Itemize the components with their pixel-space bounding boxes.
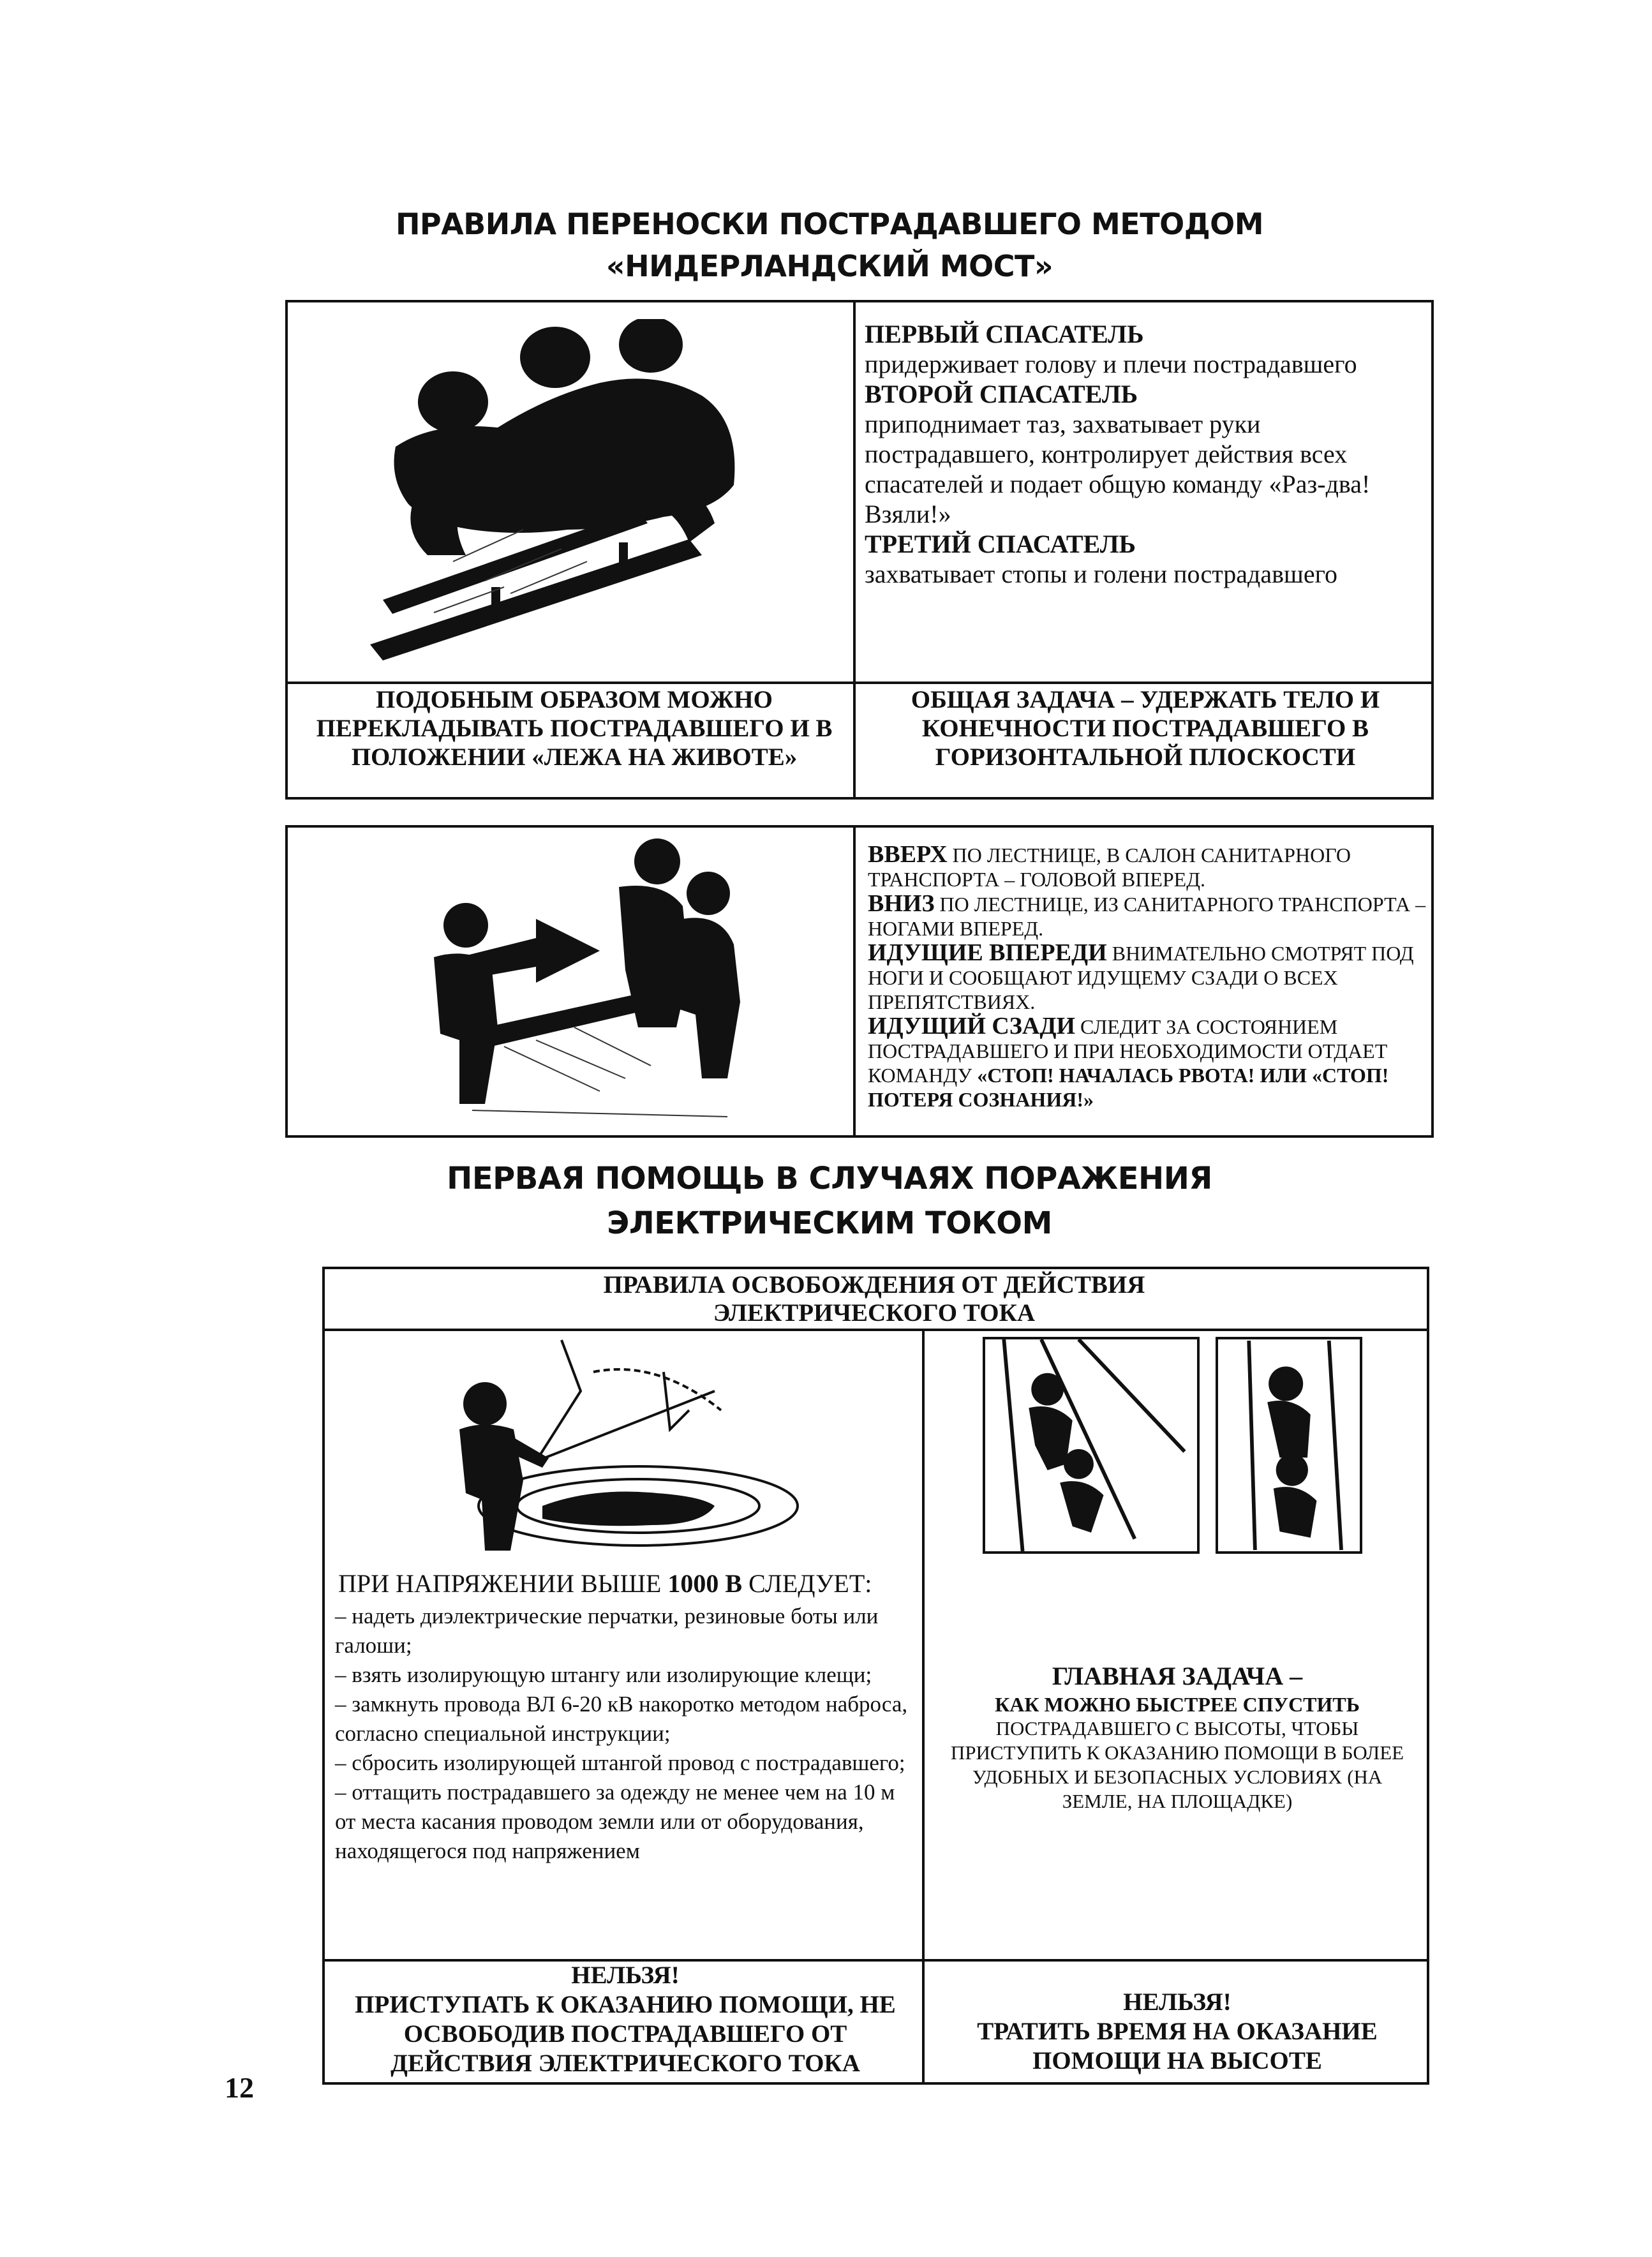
rule-back-commands: «СТОП! НАЧАЛАСЬ РВОТА! ИЛИ «СТОП! ПОТЕРЯ СОЗНАНИЯ!»: [868, 1064, 1389, 1111]
rule-down-text: ПО ЛЕСТНИЦЕ, ИЗ САНИТАРНОГО ТРАНСПОРТА – НОГАМИ ВПЕРЕД.: [868, 893, 1426, 940]
pole-rescue-frame-2: [1216, 1337, 1362, 1554]
forbid-left-heading: НЕЛЬЗЯ!: [571, 1962, 680, 1989]
section1-title-line1: ПРАВИЛА ПЕРЕНОСКИ ПОСТРАДАВШЕГО МЕТОДОМ: [395, 207, 1264, 241]
rule-front-key: ИДУЩИЕ ВПЕРЕДИ: [868, 939, 1107, 966]
rescuer1-heading: ПЕРВЫЙ СПАСАТЕЛЬ: [865, 320, 1144, 348]
forbid-right-heading: НЕЛЬЗЯ!: [1123, 1988, 1232, 2016]
stairs-rules: [868, 842, 1426, 1112]
electric-header-divider: [322, 1329, 1429, 1331]
stairs-carry-illustration: [408, 836, 791, 1129]
insulating-rod-illustration: [447, 1334, 804, 1563]
rule-front: [868, 941, 1426, 1014]
rescuer3-heading: ТРЕТИЙ СПАСАТЕЛЬ: [865, 530, 1136, 558]
section1-title-line2: «НИДЕРЛАНДСКИЙ МОСТ»: [606, 249, 1053, 283]
rule-front-text: ВНИМАТЕЛЬНО СМОТРЯТ ПОД НОГИ И СООБЩАЮТ ИДУЩЕМУ СЗАДИ О ВСЕХ ПРЕПЯТСТВИЯХ.: [868, 942, 1414, 1013]
section3-title-line1: ПЕРВАЯ ПОМОЩЬ В СЛУЧАЯХ ПОРАЖЕНИЯ: [447, 1161, 1212, 1196]
rule-back-key: ИДУЩИЙ СЗАДИ: [868, 1013, 1076, 1039]
voltage-intro-pre: ПРИ НАПРЯЖЕНИИ ВЫШЕ: [338, 1569, 668, 1598]
section1-title: [357, 203, 1302, 287]
rescuer2-heading: ВТОРОЙ СПАСАТЕЛЬ: [865, 380, 1138, 408]
forbid-right: [935, 1988, 1420, 2076]
rule-up: [868, 842, 1426, 891]
forbid-right-text: ТРАТИТЬ ВРЕМЯ НА ОКАЗАНИЕ ПОМОЩИ НА ВЫСОТЕ: [977, 2018, 1378, 2075]
section3-title-line2: ЭЛЕКТРИЧЕСКИМ ТОКОМ: [607, 1205, 1052, 1241]
voltage-step: – замкнуть провода ВЛ 6-20 кВ накоротко методом наброса, согласно специальной инструкции;: [335, 1692, 908, 1746]
voltage-steps: [335, 1602, 916, 1866]
voltage-instructions: [335, 1568, 916, 1866]
rule-up-key: ВВЕРХ: [868, 841, 948, 868]
pole-rescue-illustration-1: [985, 1339, 1197, 1551]
main-task-heading: ГЛАВНАЯ ЗАДАЧА –: [1052, 1662, 1303, 1690]
rule-back-text: СЛЕДИТ ЗА СОСТОЯНИЕМ ПОСТРАДАВШЕГО И ПРИ НЕОБХОДИМОСТИ ОТДАЕТ КОМАНДУ: [868, 1015, 1388, 1087]
voltage-value: 1000 В: [667, 1569, 743, 1598]
table-divider-horizontal: [285, 682, 1434, 684]
voltage-step: – сбросить изолирующей штангой провод с пострадавшего;: [335, 1750, 905, 1775]
page-number: 12: [225, 2071, 254, 2104]
rescuer1-text: придерживает голову и плечи пострадавшего: [865, 350, 1357, 378]
voltage-intro-post: СЛЕДУЕТ:: [742, 1569, 872, 1598]
table-divider-vertical: [853, 300, 856, 800]
section3-title: [357, 1156, 1302, 1246]
electric-column-divider: [922, 1329, 925, 2085]
voltage-step: – надеть диэлектрические перчатки, резиновые боты или галоши;: [335, 1604, 879, 1658]
main-task: [938, 1660, 1417, 1814]
similar-position-note: ПОДОБНЫМ ОБРАЗОМ МОЖНО ПЕРЕКЛАДЫВАТЬ ПОСТРАДАВШЕГО И В ПОЛОЖЕНИИ «ЛЕЖА НА ЖИВОТЕ»: [316, 686, 833, 771]
pole-rescue-frame-1: [983, 1337, 1200, 1554]
voltage-step: – оттащить пострадавшего за одежду не менее чем на 10 м от места касания проводом земли или от оборудования, находящегося под напряжением: [335, 1780, 895, 1863]
common-task-note: ОБЩАЯ ЗАДАЧА – УДЕРЖАТЬ ТЕЛО И КОНЕЧНОСТИ ПОСТРАДАВШЕГО В ГОРИЗОНТАЛЬНОЙ ПЛОСКОСТИ: [911, 686, 1380, 771]
rule-up-text: ПО ЛЕСТНИЦЕ, В САЛОН САНИТАРНОГО ТРАНСПОРТА – ГОЛОВОЙ ВПЕРЕД.: [868, 844, 1351, 891]
rescuer3-text: захватывает стопы и голени пострадавшего: [865, 560, 1337, 588]
stairs-table-divider: [853, 825, 856, 1138]
electric-rules-header: ПРАВИЛА ОСВОБОЖДЕНИЯ ОТ ДЕЙСТВИЯ ЭЛЕКТРИЧЕСКОГО ТОКА: [603, 1271, 1145, 1327]
forbid-left-text: ПРИСТУПАТЬ К ОКАЗАНИЮ ПОМОЩИ, НЕ ОСВОБОДИВ ПОСТРАДАВШЕГО ОТ ДЕЙСТВИЯ ЭЛЕКТРИЧЕСКОГО ТОКА: [355, 1991, 896, 2077]
main-task-text: ПОСТРАДАВШЕГО С ВЫСОТЫ, ЧТОБЫ ПРИСТУПИТЬ К ОКАЗАНИЮ ПОМОЩИ В БОЛЕЕ УДОБНЫХ И БЕЗОПАСНЫХ УСЛОВИЯХ (НА ЗЕМЛЕ, НА ПЛОЩАДКЕ): [950, 1717, 1404, 1812]
main-task-sub: КАК МОЖНО БЫСТРЕЕ СПУСТИТЬ: [995, 1693, 1360, 1716]
rescuer2-text: приподнимает таз, захватывает руки пострадавшего, контролирует действия всех спасателей и подает общую команду «Раз-два! Взяли!»: [865, 410, 1371, 528]
forbid-left: [335, 1961, 916, 2078]
rescuers-lifting-illustration: [357, 319, 791, 676]
rescuers-roles: [865, 319, 1426, 589]
pole-rescue-illustration-2: [1218, 1339, 1360, 1551]
voltage-intro: [335, 1568, 916, 1599]
rule-down: [868, 891, 1426, 941]
voltage-step: – взять изолирующую штангу или изолирующие клещи;: [335, 1662, 872, 1687]
rule-down-key: ВНИЗ: [868, 890, 935, 917]
rule-back: [868, 1014, 1426, 1112]
